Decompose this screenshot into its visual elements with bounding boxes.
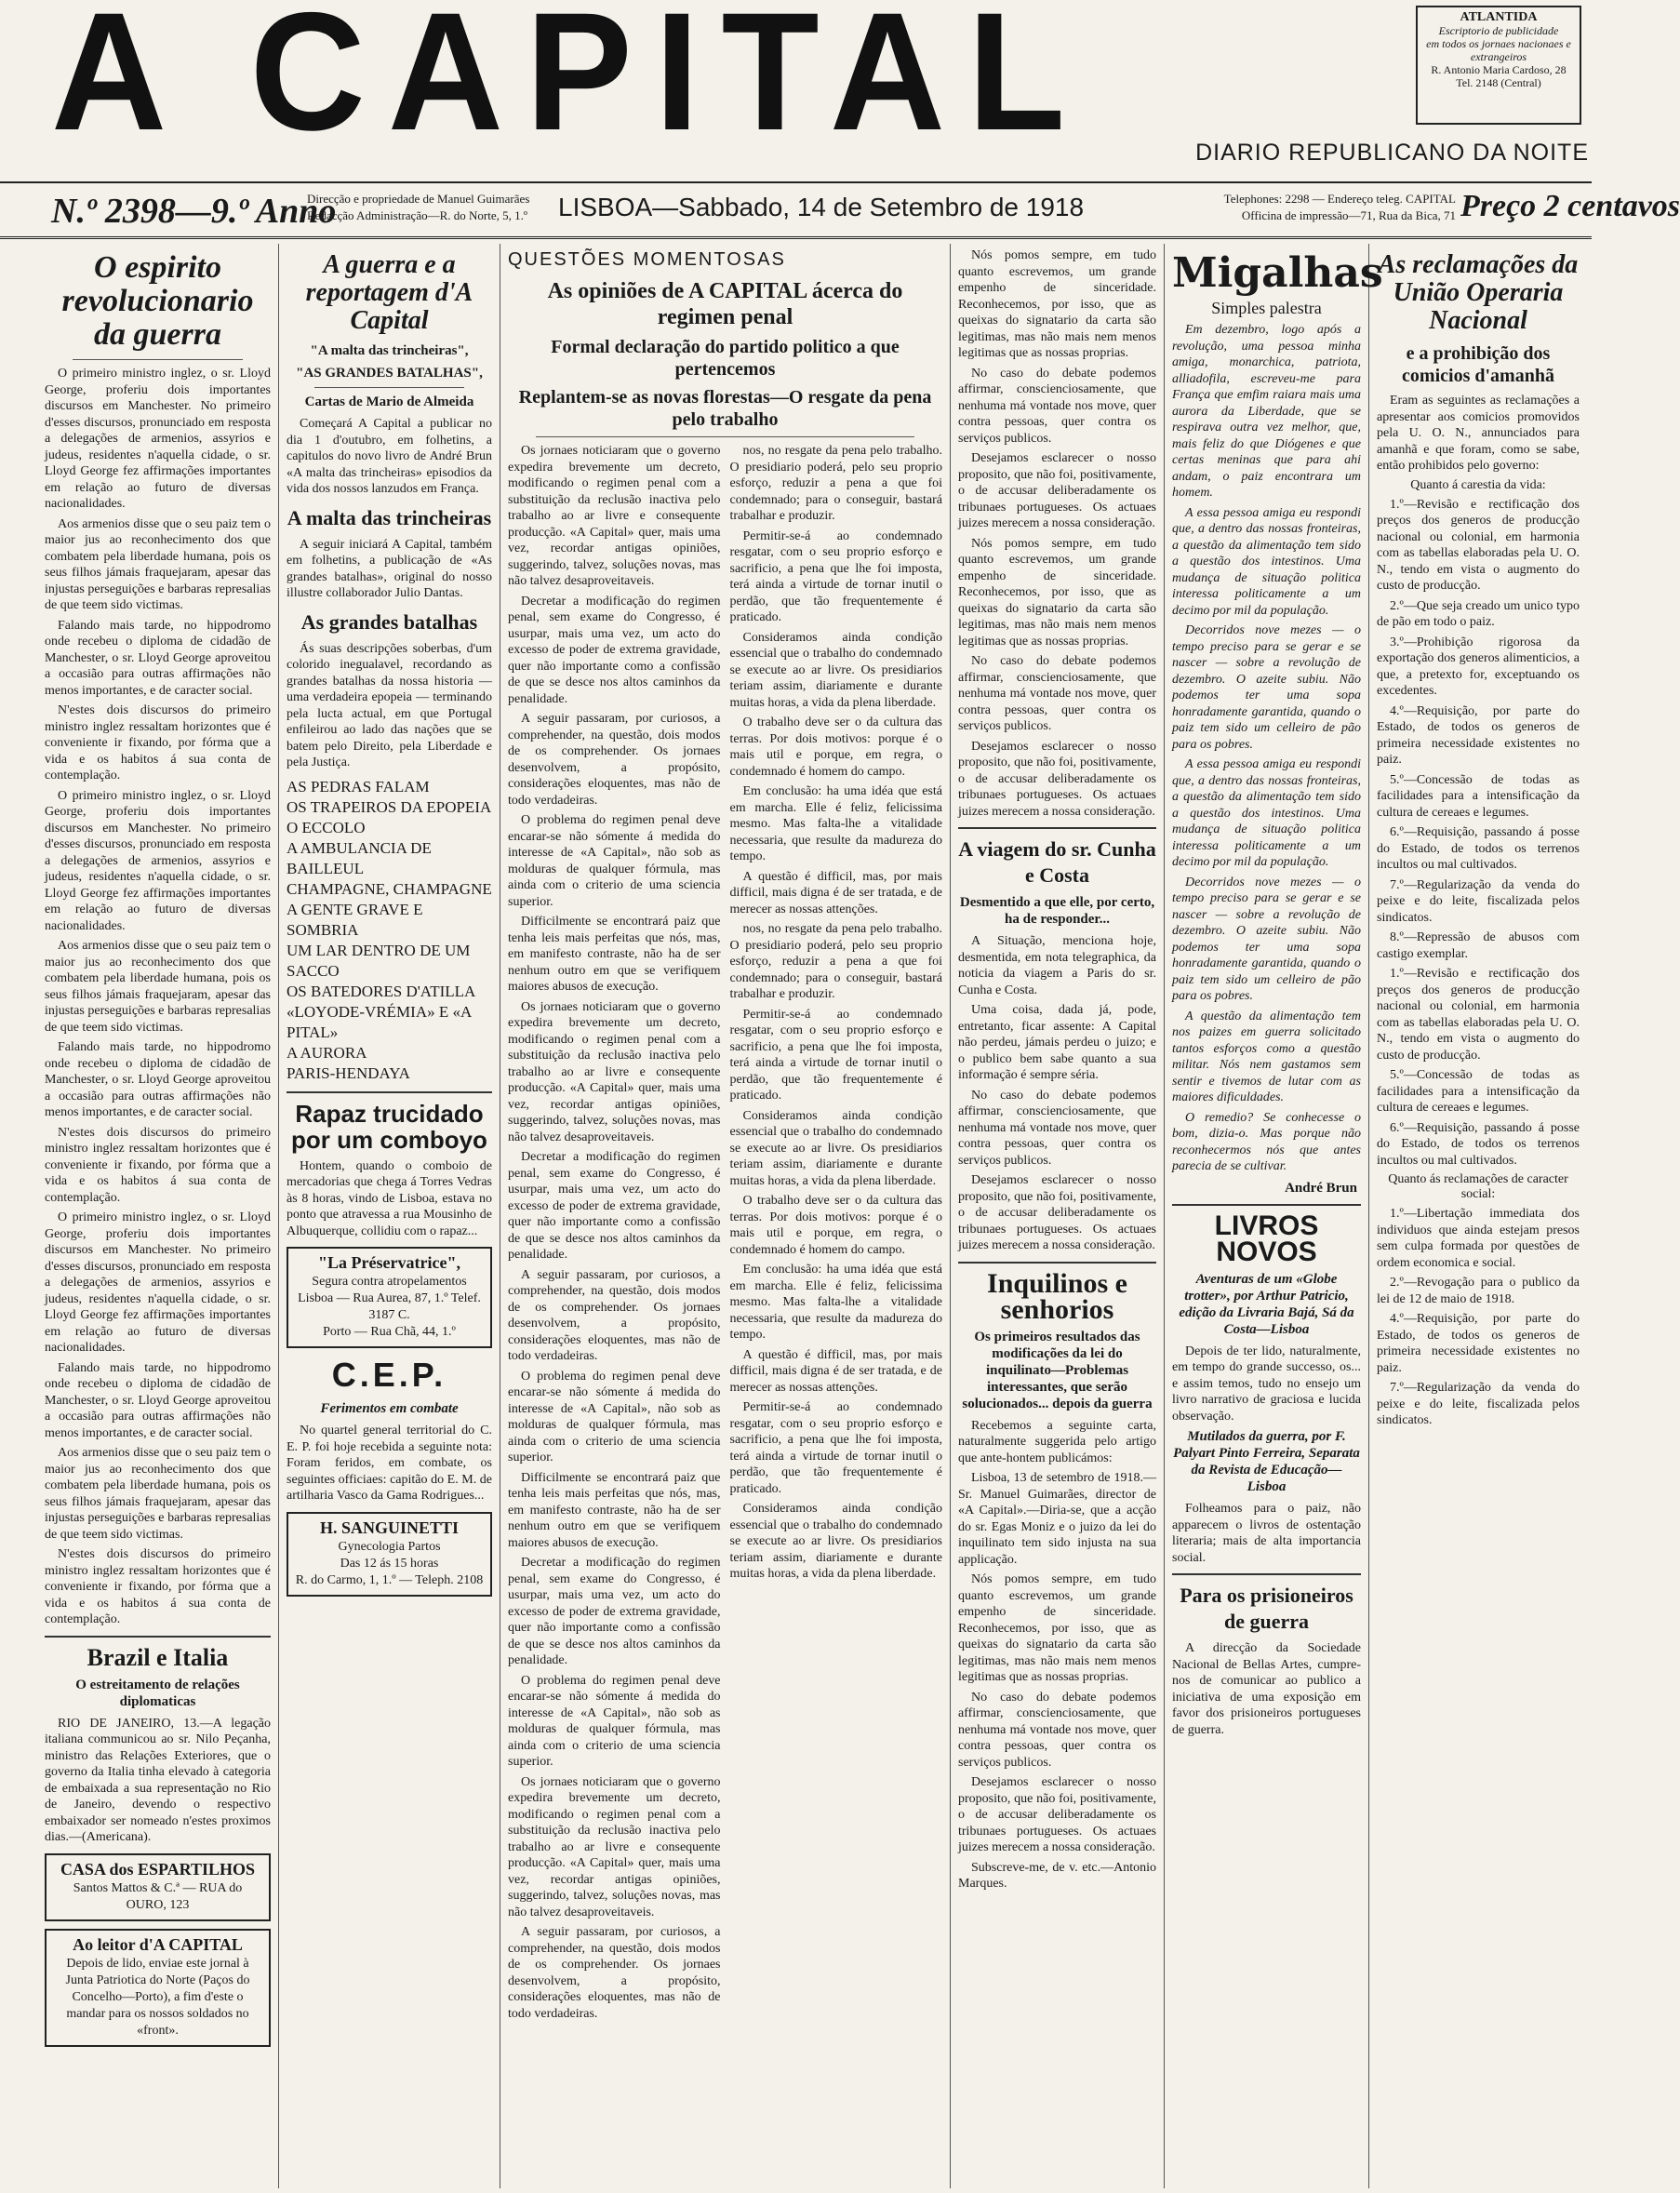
article-paragraph: Difficilmente se encontrará paiz que tenha leis mais perfeitas que nós, mas, em manifesto contraste, não ha de ser nenhum outro em que se verifiquem maiores abusos de execução. [508,1470,721,1550]
list-item: A AMBULANCIA DE BAILLEUL [287,838,432,877]
divider [958,1262,1156,1264]
article-paragraph: Hontem, quando o comboio de mercadorias que chega á Torres Vedras às 8 horas, vindo de Lisboa, estava no ponto que atravessa a rua Mousinho de Albuquerque, collidiu com o rapaz... [287,1158,492,1238]
article-paragraph: Lisboa, 13 de setembro de 1918.—Sr. Manuel Guimarães, director de «A Capital».—Diria-se, que a acção do sr. Egas Moniz e o juizo da lei do inquilinato tem sido injusta na sua applicação. [958,1471,1156,1567]
ad-sub: Segura contra atropelamentos [312,1275,467,1289]
column-3 [500,244,951,2188]
article-headline: Rapaz trucidado por um comboyo [291,1099,487,1154]
list-item: «LOYODE-VRÉMIA» E «A PITAL» [287,1002,472,1041]
ad-sanguinetti [287,1512,492,1597]
article-caps: "AS GRANDES BATALHAS", [296,366,483,381]
ad-box-line2: em todos os jornaes nacionaes e extrangeiros [1426,37,1571,63]
article-headline: Migalhas [1172,249,1383,297]
article-subhead: e a prohibição dos comicios d'amanhã [1402,343,1554,386]
ad-address: Porto — Rua Chã, 44, 1.º [323,1325,456,1339]
ad-box-line3: R. Antonio Maria Cardoso, 28 [1431,63,1567,76]
list-item: UM LAR DENTRO DE UM SACCO [287,941,471,980]
article-paragraph: Nós pomos sempre, em tudo quanto escrevemos, um grande empenho de sinceridade. Reconhecemos, por isso, que as queixas do signatario da carta são legitimas, mas não mais nem menos legitimas que as nossas proprias. [958,1572,1156,1684]
ad-title: H. SANGUINETTI [319,1518,460,1537]
newspaper-logo: A CAPITAL [51,0,1088,166]
list-item: A GENTE GRAVE E SOMBRIA [287,900,423,939]
article-paragraph: A seguir passaram, por curiosos, a comprehender, na questão, dois modos de os comprehender. Os jornaes desenvolvem, a propósito, considerações eloquentes, mas não de todo verdadeiras. [508,1267,721,1363]
article-paragraph: A questão da alimentação tem nos paizes em guerra solicitado tantos esforços como a questão militar. Nós nem gastamos sem sentir e tivemos de lutar com as maiores dificuldades. [1172,1009,1361,1104]
article-headline: Para os prisioneiros de guerra [1180,1584,1353,1633]
newspaper-subtitle: DIARIO REPUBLICANO DA NOITE [1195,140,1589,166]
redaction-line: Redacção Administração—R. do Norte, 5, 1.º [307,208,527,222]
ad-box-line1: Escriptorio de publicidade [1438,24,1559,37]
article-paragraph: A essa pessoa amiga eu respondi que, a dentro das nossas fronteiras, a questão da alimentação tem sido a questão dos intestinos. Uma mudança de situação politica interessa politicamente a um decimo por mil da população. [1172,505,1361,618]
article-headline: O espirito revolucionario da guerra [61,250,254,352]
article-paragraph: O primeiro ministro inglez, o sr. Lloyd George, proferiu dois importantes discursos em Manchester. No primeiro d'esses discursos, pronunciado em resposta a delegações de armenios, assyrios e judeus, residentes n'aquella cidade, o sr. Lloyd George fez affirmações importantes em relação ao futuro de diversas nacionalidades. [45,788,271,933]
list-item: 1.º—Libertação immediata dos individuos que ainda estejam presos sem culpa formada por questões de ordem economica e social. [1377,1207,1580,1270]
article-paragraph: O problema do regimen penal deve encarar-se não sómente á medida do interesse de «A Capital», não sob as molduras de qualquer fórmula, mas ainda com o criterio de uma sciencia superior. [508,1673,721,1769]
list-item: CHAMPAGNE, CHAMPAGNE [287,879,492,898]
article-headline: As opiniões de A CAPITAL ácerca do regimen penal [547,279,903,329]
ad-box-line4: Tel. 2148 (Central) [1456,76,1541,89]
article-paragraph: No caso do debate podemos affirmar, conscienciosamente, que nenhuma má vontade nos move, quer contra pessoas, quer contra os serviços publicos. [958,1088,1156,1168]
article-paragraph: Começará A Capital a publicar no dia 1 d'outubro, em folhetins, a capitulos do novo livro de André Brun «A malta das trincheiras» episodios da vida dos nossos lanzudos em França. [287,417,492,496]
list-item: 7.º—Regularização da venda do peixe e do leite, fiscalizada pelos sindicatos. [1377,1381,1580,1427]
divider [536,436,914,437]
article-subcolumn-left [508,443,721,2026]
article-byline: Cartas de Mario de Almeida [304,394,474,409]
section-heading: As grandes batalhas [300,609,478,634]
printing-line: Officina de impressão—71, Rua da Bica, 71 [1241,208,1456,222]
article-paragraph: Decretar a modificação do regimen penal, sem exame do Congresso, é usurpar, mais uma vez, um acto do excesso de poder de extrema gravidade, quer não importante como a confissão de que se desce nos altos caminhos da penalidade. [508,1150,721,1262]
list-item: AS PEDRAS FALAM [287,777,430,796]
article-paragraph: A direcção da Sociedade Nacional de Bellas Artes, cumpre-nos de comunicar ao publico a iniciativa de uma exposição em favor dos prisioneiros portugueses de guerra. [1172,1641,1361,1737]
list-item: OS BATEDORES D'ATILLA [287,982,476,1000]
article-subhead: Formal declaração do partido politico a que pertencemos [551,337,900,380]
article-paragraph: Os jornaes noticiaram que o governo expedira brevemente um decreto, modificando o regimen penal com a substituição da reclusão inactiva pelo trabalho ao ar livre e consequente producção. «A Capital» quer, mais uma vez, recordar antigas opiniões, suggerindo, talvez, soluções novas, mas não talvez desaproveitaveis. [508,1774,721,1919]
article-paragraph: Falando mais tarde, no hippodromo onde recebeu o diploma de cidadão de Manchester, o sr. Lloyd George aproveitou a occasião para outras affirmações não menos importantes, e de caracter social. [45,1040,271,1119]
divider [958,827,1156,829]
list-item: 2.º—Que seja creado um unico typo de pão em todo o paiz. [1377,598,1580,629]
divider [45,1636,271,1638]
column-4 [951,244,1165,2188]
column-6 [1369,244,1587,2188]
list-item: 4.º—Requisição, por parte do Estado, de todos os generos de primeira necessidade existentes no paiz. [1377,1312,1580,1375]
article-subhead: O estreitamento de relações diplomaticas [75,1677,240,1709]
ad-text: Depois de lido, enviae este jornal à Junta Patriotica do Norte (Paços do Concelho—Porto), a fim d'este o mandar para os nossos soldados no «front». [65,1956,250,2038]
divider [314,387,464,388]
list-item: A AURORA [287,1043,367,1062]
section-label: QUESTÕES MOMENTOSAS [508,249,786,270]
telephone-info [1121,191,1456,224]
article-paragraph: Aos armenios disse que o seu paiz tem o maior jus ao reconhecimento dos que combatem pela liberdade humana, pois os seus filhos jámais fraquejaram, apesar das injustas perseguições e barbaras represalias de que teem sido victimas. [45,516,271,612]
article-paragraph: No caso do debate podemos affirmar, conscienciosamente, que nenhuma má vontade nos move, quer contra pessoas, quer contra os serviços publicos. [958,366,1156,446]
list-item: 8.º—Repressão de abusos com castigo exemplar. [1377,930,1580,961]
list-item: O ECCOLO [287,818,366,836]
article-subhead: Replantem-se as novas florestas—O resgate da pena pelo trabalho [518,387,932,430]
telephone-line: Telephones: 2298 — Endereço teleg. CAPITAL [1223,192,1456,206]
article-paragraph: Consideramos ainda condição essencial que o trabalho do condemnado se execute ao ar livre. Os presidiarios teriam assim, diariamente e durante muitas horas, a vida da plena liberdade. [729,630,942,710]
book-title: Mutilados da guerra, por F. Palyart Pinto Ferreira, Separata da Revista de Educação—Lisboa [1173,1429,1360,1494]
article-paragraph: Folheamos para o paiz, não apparecem o livros de ostentação literaria; mais de alta importancia social. [1172,1502,1361,1565]
list-item: OS TRAPEIROS DA EPOPEIA [287,797,492,816]
article-subhead: Desmentido a que elle, por certo, ha de responder... [959,895,1155,927]
column-1 [37,244,279,2188]
article-paragraph: Os jornaes noticiaram que o governo expedira brevemente um decreto, modificando o regimen penal com a substituição da reclusão inactiva pelo trabalho ao ar livre e consequente producção. «A Capital» quer, mais uma vez, recordar antigas opiniões, suggerindo, talvez, soluções novas, mas não talvez desaproveitaveis. [508,444,721,588]
article-paragraph: Uma coisa, dada já, pode, entretanto, ficar assente: A Capital não perdeu, jámais perdeu o juizo; e o publico bem sabe quanto a sua informação é sempre séria. [958,1003,1156,1082]
article-paragraph: Recebemos a seguinte carta, naturalmente suggerida pelo artigo que ante-hontem publicámos: [958,1418,1156,1465]
ad-preservatrice [287,1247,492,1348]
article-paragraph: Permitir-se-á ao condemnado resgatar, com o seu proprio esforço e sacrificio, a pena que lhe foi imposta, terá ainda a virtude de tornar inutil o perdão, que tão frequentemente é praticado. [729,1007,942,1103]
article-paragraph: Consideramos ainda condição essencial que o trabalho do condemnado se execute ao ar livre. Os presidiarios teriam assim, diariamente e durante muitas horas, a vida da plena liberdade. [729,1108,942,1188]
article-headline: Brazil e Italia [87,1643,229,1671]
section-label: Quanto ás reclamações de caracter social: [1388,1172,1568,1201]
article-paragraph: A Situação, menciona hoje, desmentida, em nota telegraphica, da noticia da viagem a Paris do sr. Cunha e Costa. [958,934,1156,997]
cep-headline: C.E.P. [331,1356,447,1394]
article-headline: A viagem do sr. Cunha e Costa [958,837,1156,887]
article-paragraph: Decorridos nove mezes — o tempo preciso para se gerar e se nascer — sobre a revolução de dezembro. O azeite subiu. Não podemos ter uma sopa honradamente garantida, quando o paiz tem sido um celleiro de pão para os pobres. [1172,875,1361,1003]
article-paragraph: A questão é difficil, mas, por mais difficil, mais digna é de ser tratada, e de merecer as nossas attenções. [729,869,942,916]
article-paragraph: Desejamos esclarecer o nosso proposito, que não foi, positivamente, o de accusar deliberadamente os tribunaes portugueses. Os actuaes juizes merecem a nossa consideração. [958,1173,1156,1252]
article-paragraph: Eram as seguintes as reclamações a apresentar aos comicios promovidos pela U. O. N., annunciados para amanhã e que foram, como se sabe, então prohibidos pelo governo: [1377,394,1580,473]
article-paragraph: nos, no resgate da pena pelo trabalho. O presidiario poderá, pelo seu proprio esforço, reduzir a pena a que foi condemnado; para o conseguir, bastará trabalhar e produzir. [729,444,942,523]
article-paragraph: N'estes dois discursos do primeiro ministro inglez ressaltam horizontes que é conveniente ir fixando, por fórma que a vida e os habitos á sua conta de contemplação. [45,1547,271,1626]
article-paragraph: Difficilmente se encontrará paiz que tenha leis mais perfeitas que nós, mas, em manifesto contraste, não ha de ser nenhum outro em que se verifiquem maiores abusos de execução. [508,915,721,994]
article-paragraph: Nós pomos sempre, em tudo quanto escrevemos, um grande empenho de sinceridade. Reconhecemos, por isso, que as queixas do signatario da carta são legitimas, mas não mais nem menos legitimas que as nossas proprias. [958,248,1156,360]
article-paragraph: N'estes dois discursos do primeiro ministro inglez ressaltam horizontes que é conveniente ir fixando, por fórma que a vida e os habitos á sua conta de contemplação. [45,703,271,782]
article-paragraph: nos, no resgate da pena pelo trabalho. O presidiario poderá, pelo seu proprio esforço, reduzir a pena a que foi condemnado; para o conseguir, bastará trabalhar e produzir. [729,922,942,1001]
article-paragraph: A essa pessoa amiga eu respondi que, a dentro das nossas fronteiras, a questão da alimentação tem sido a questão dos intestinos. Uma mudança de situação politica interessa politicamente a um decimo por mil da população. [1172,757,1361,869]
article-kicker: "A malta das trincheiras", [310,343,469,358]
list-item: PARIS-HENDAYA [287,1063,410,1082]
ad-title: CASA dos ESPARTILHOS [60,1859,256,1879]
ad-title: "La Préservatrice", [318,1253,460,1272]
article-paragraph: Aos armenios disse que o seu paiz tem o maior jus ao reconhecimento dos que combatem pela liberdade humana, pois os seus filhos jámais fraquejaram, apesar das injustas perseguições e barbaras represalias de que teem sido victimas. [45,1446,271,1542]
divider [1172,1204,1361,1206]
article-paragraph: Nós pomos sempre, em tudo quanto escrevemos, um grande empenho de sinceridade. Reconhecemos, por isso, que as queixas do signatario da carta são legitimas, mas não mais nem menos legitimas que as nossas proprias. [958,536,1156,649]
section-label: Quanto á carestia da vida: [1410,477,1546,492]
ad-hours: Das 12 ás 15 horas [340,1556,439,1571]
article-headline: Inquilinos e senhorios [987,1267,1127,1325]
article-subhead: Os primeiros resultados das modificações da lei do inquilinato—Problemas interessantes, que serão solucionados... depois da guerra [962,1329,1153,1411]
list-item: 7.º—Regularização da venda do peixe e do leite, fiscalizada pelos sindicatos. [1377,877,1580,925]
article-paragraph: Aos armenios disse que o seu paiz tem o maior jus ao reconhecimento dos que combatem pela liberdade humana, pois os seus filhos jámais fraquejaram, apesar das injustas perseguições e barbaras represalias de que teem sido victimas. [45,939,271,1035]
article-paragraph: Ás suas descripções soberbas, d'um colorido inegualavel, recordando as grandes batalhas da nossa historia — uma verdadeira epopeia — terminando pela lucta actual, em que Portugal enfileirou ao lado das nações que se batem pelo Direito, pela Liberdade e pela Justiça. [287,641,492,769]
article-paragraph: Falando mais tarde, no hippodromo onde recebeu o diploma de cidadão de Manchester, o sr. Lloyd George aproveitou a occasião para outras affirmações não menos importantes, e de caracter social. [45,1360,271,1440]
article-paragraph: O trabalho deve ser o da cultura das terras. Por dois motivos: porque é o mais util e porque, em regra, o condemnado é homem do campo. [729,1194,942,1257]
list-item: 3.º—Prohibição rigorosa da exportação dos generos alimenticios, a que, a pretexto for, exceptuando os excedentes. [1377,635,1580,698]
divider [1172,1573,1361,1575]
direction-info [307,191,529,224]
article-paragraph: Consideramos ainda condição essencial que o trabalho do condemnado se execute ao ar livre. Os presidiarios teriam assim, diariamente e durante muitas horas, a vida da plena liberdade. [729,1502,942,1581]
article-paragraph: RIO DE JANEIRO, 13.—A legação italiana communicou ao sr. Nilo Peçanha, ministro das Relações Exteriores, que o governo da Italia tinha elevado à categoria de embaixada a sua representação no Rio de Janeiro, devendo o respectivo embaixador ser nomeado n'estes proximos dias.—(Americana). [45,1716,271,1844]
article-paragraph: O remedio? Se conhecesse o bom, dizia-o. Mas porque não reconhecermos nós que antes parecia de se cultivar. [1172,1110,1361,1173]
article-paragraph: Em conclusão: ha uma idéa que está em marcha. Elle é feliz, felicissima mesmo. Mas falta-lhe a vitalidade necessaria, que resulte da madureza do tempo. [729,784,942,863]
article-subhead: Simples palestra [1211,299,1322,317]
article-paragraph: Desejamos esclarecer o nosso proposito, que não foi, positivamente, o de accusar deliberadamente os tribunaes portugueses. Os actuaes juizes merecem a nossa consideração. [958,451,1156,530]
list-item: 1.º—Revisão e rectificação dos preços dos generos de producção nacional ou colonial, em harmonia com as tabellas elaboradas pela U. O. N., tendo em vista o augmento do custo de producção. [1377,497,1580,593]
article-paragraph: Permitir-se-á ao condemnado resgatar, com o seu proprio esforço e sacrificio, a pena que lhe foi imposta, terá ainda a virtude de tornar inutil o perdão, que tão frequentemente é praticado. [729,528,942,624]
ad-box-atlantida [1416,6,1581,125]
article-paragraph: Decretar a modificação do regimen penal, sem exame do Congresso, é usurpar, mais uma vez, um acto do excesso de poder de extrema gravidade, quer não importante como a confissão de que se desce nos altos caminhos da penalidade. [508,594,721,706]
ad-role: Gynecologia Partos [338,1539,441,1554]
list-item: 6.º—Requisição, passando á posse do Estado, de todos os terrenos incultos ou mal cultivados. [1377,1120,1580,1168]
article-paragraph: Desejamos esclarecer o nosso proposito, que não foi, positivamente, o de accusar deliberadamente os tribunaes portugueses. Os actuaes juizes merecem a nossa consideração. [958,739,1156,819]
ad-box-name: ATLANTIDA [1460,10,1538,24]
masthead [0,0,1592,195]
article-headline: As reclamações da União Operaria Nacional [1378,250,1579,335]
article-paragraph: O problema do regimen penal deve encarar-se não sómente á medida do interesse de «A Capital», não sob as molduras de qualquer fórmula, mas ainda com o criterio de uma sciencia superior. [508,1369,721,1464]
article-paragraph: A seguir passaram, por curiosos, a comprehender, na questão, dois modos de os comprehender. Os jornaes desenvolvem, a propósito, considerações eloquentes, mas não de todo verdadeiras. [508,1925,721,2021]
ad-address: R. do Carmo, 1, 1.º — Teleph. 2108 [295,1572,484,1587]
list-item: 1.º—Revisão e rectificação dos preços dos generos de producção nacional ou colonial, em harmonia com as tabellas elaboradas pela U. O. N., tendo em vista o augmento do custo de producção. [1377,967,1580,1063]
dateline: LISBOA—Sabbado, 14 de Setembro de 1918 [558,193,1085,221]
divider [287,1091,492,1093]
article-paragraph: No caso do debate podemos affirmar, conscienciosamente, que nenhuma má vontade nos move, quer contra pessoas, quer contra os serviços publicos. [958,654,1156,733]
article-paragraph: Em conclusão: ha uma idéa que está em marcha. Elle é feliz, felicissima mesmo. Mas falta-lhe a vitalidade necessaria, que resulte da madureza do tempo. [729,1263,942,1342]
article-paragraph: Decretar a modificação do regimen penal, sem exame do Congresso, é usurpar, mais uma vez, um acto do excesso de poder de extrema gravidade, quer não importante como a confissão de que se desce nos altos caminhos da penalidade. [508,1556,721,1667]
list-item: 5.º—Concessão de todas as facilidades para a intensificação da cultura de cereaes e legumes. [1377,1068,1580,1115]
article-paragraph: O trabalho deve ser o da cultura das terras. Por dois motivos: porque é o mais util e porque, em regra, o condemnado é homem do campo. [729,715,942,779]
article-subcolumn-right [730,443,943,2026]
ad-address: Lisboa — Rua Aurea, 87, 1.º Telef. 3187 C. [298,1291,481,1322]
chapter-list [287,777,492,1084]
list-item: 6.º—Requisição, passando á posse do Estado, de todos os terrenos incultos ou mal cultivados. [1377,825,1580,872]
article-paragraph: No quartel general territorial do C. E. P. foi hoje recebida a seguinte nota: Foram feridos, em combate, os seguintes officiaes: capitão do E. M. de artilharia Vasco da Gama Rodrigues... [287,1424,492,1503]
ad-line: Santos Mattos & C.ª — RUA do OURO, 123 [73,1880,243,1912]
article-paragraph: A questão é difficil, mas, por mais difficil, mais digna é de ser tratada, e de merecer as nossas attenções. [729,1347,942,1395]
section-heading: A malta das trincheiras [287,505,492,529]
article-paragraph: O problema do regimen penal deve encarar-se não sómente á medida do interesse de «A Capital», não sob as molduras de qualquer fórmula, mas ainda com o criterio de uma sciencia superior. [508,813,721,909]
article-paragraph: Permitir-se-á ao condemnado resgatar, com o seu proprio esforço e sacrificio, a pena que lhe foi imposta, terá ainda a virtude de tornar inutil o perdão, que tão frequentemente é praticado. [729,1400,942,1496]
article-headline: A guerra e a reportagem d'A Capital [305,250,473,335]
article-paragraph: Em dezembro, logo após a revolução, uma pessoa minha amiga, monarchica, patriota, alliadofila, escreveu-me para França que emfim raiara mais uma aurora da Liberdade, que se respirava outra vez melhor, que, mais feliz do que Diógenes e que certas meninas que para ahi andam, o paiz encontrara um homem. [1172,323,1361,500]
book-title: Aventuras de um «Globe trotter», por Arthur Patricio, edição da Livraria Bajá, Sá da Costa—Lisboa [1179,1271,1354,1337]
issue-number: N.º 2398—9.º Anno [51,192,337,231]
info-bar [0,181,1680,239]
ad-espartilhos [45,1853,271,1921]
article-paragraph: Os jornaes noticiaram que o governo expedira brevemente um decreto, modificando o regimen penal com a substituição da reclusão inactiva pelo trabalho ao ar livre e consequente producção. «A Capital» quer, mais uma vez, recordar antigas opiniões, suggerindo, talvez, soluções novas, mas não talvez desaproveitaveis. [508,999,721,1144]
article-paragraph: Decorridos nove mezes — o tempo preciso para se gerar e se nascer — sobre a revolução de dezembro. O azeite subiu. Não podemos ter uma sopa honradamente garantida, quando o paiz tem sido um celleiro de pão para os pobres. [1172,623,1361,752]
direction-line: Direcção e propriedade de Manuel Guimarães [307,192,530,206]
article-subhead: Ferimentos em combate [320,1401,459,1416]
article-paragraph: N'estes dois discursos do primeiro ministro inglez ressaltam horizontes que é conveniente ir fixando, por fórma que a vida e os habitos á sua conta de contemplação. [45,1125,271,1205]
price: Preço 2 centavos [1460,189,1680,223]
article-paragraph: A seguir iniciará A Capital, também em folhetins, a publicação de «As grandes batalhas», original do nosso illustre collaborador Julio Dantas. [287,537,492,600]
article-paragraph: O primeiro ministro inglez, o sr. Lloyd George, proferiu dois importantes discursos em Manchester. No primeiro d'esses discursos, pronunciado em resposta a delegações de armenios, assyrios e judeus, residentes n'aquella cidade, o sr. Lloyd George fez affirmações importantes em relação ao futuro de diversas nacionalidades. [45,1210,271,1355]
article-paragraph: Depois de ter lido, naturalmente, em tempo do grande successo, os... e assim temos, tudo no ensejo um livro narrativo de graciosa e lucida observação. [1172,1344,1361,1424]
article-headline: LIVROS NOVOS [1214,1210,1319,1267]
article-paragraph: Falando mais tarde, no hippodromo onde recebeu o diploma de cidadão de Manchester, o sr. Lloyd George aproveitou a occasião para outras affirmações não menos importantes, e de caracter social. [45,618,271,698]
divider [73,359,243,360]
article-paragraph: Subscreve-me, de v. etc.—Antonio Marques. [958,1860,1156,1891]
signature: André Brun [1285,1180,1357,1196]
article-paragraph: No caso do debate podemos affirmar, conscienciosamente, que nenhuma má vontade nos move, quer contra pessoas, quer contra os serviços publicos. [958,1690,1156,1770]
list-item: 4.º—Requisição, por parte do Estado, de todos os generos de primeira necessidade existentes no paiz. [1377,703,1580,767]
ad-title: Ao leitor d'A CAPITAL [73,1934,243,1954]
ad-leitor [45,1929,271,2047]
article-paragraph: O primeiro ministro inglez, o sr. Lloyd George, proferiu dois importantes discursos em Manchester. No primeiro d'esses discursos, pronunciado em resposta a delegações de armenios, assyrios e judeus, residentes n'aquella cidade, o sr. Lloyd George fez affirmações importantes em relação ao futuro de diversas nacionalidades. [45,367,271,511]
article-body [508,443,942,2026]
list-item: 5.º—Concessão de todas as facilidades para a intensificação da cultura de cereaes e legumes. [1377,772,1580,820]
article-paragraph: Desejamos esclarecer o nosso proposito, que não foi, positivamente, o de accusar deliberadamente os tribunaes portugueses. Os actuaes juizes merecem a nossa consideração. [958,1775,1156,1854]
column-2 [279,244,500,2188]
column-5 [1165,244,1383,2188]
list-item: 2.º—Revogação para o publico da lei de 12 de maio de 1918. [1377,1276,1580,1306]
article-paragraph: A seguir passaram, por curiosos, a comprehender, na questão, dois modos de os comprehender. Os jornaes desenvolvem, a propósito, considerações eloquentes, mas não de todo verdadeiras. [508,712,721,808]
